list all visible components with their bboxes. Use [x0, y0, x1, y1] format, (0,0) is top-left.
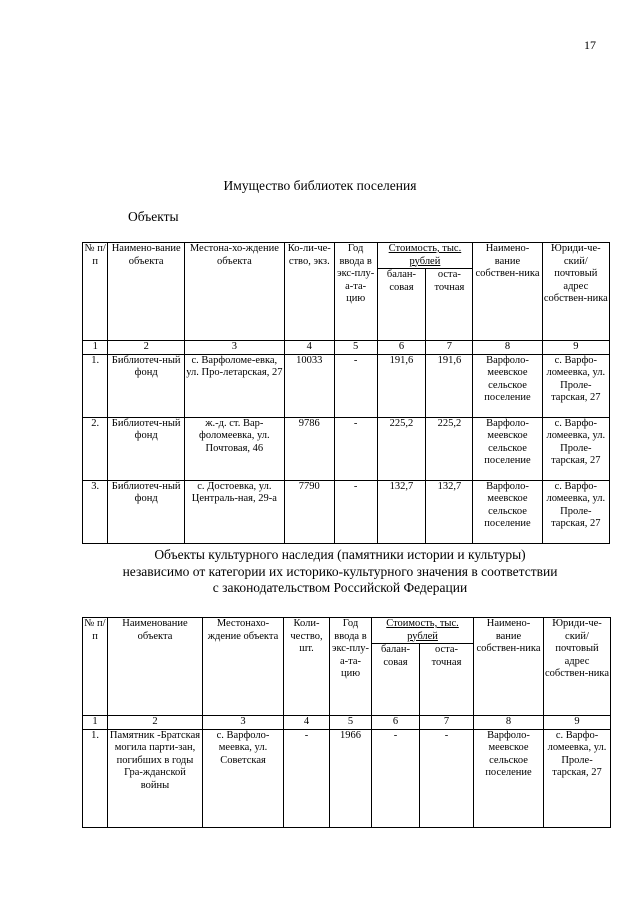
row-address: с. Варфо-ломеевка, ул. Проле-тарская, 27 [544, 729, 611, 827]
header-cost-label: Стоимость, тыс. рублей [386, 618, 459, 642]
row-cost-book: - [372, 729, 420, 827]
row-num: 2. [83, 417, 108, 480]
row-cost-residual: - [420, 729, 474, 827]
row-owner: Варфоло-меевское сельское поселение [473, 480, 542, 543]
row-year: - [334, 480, 377, 543]
heritage-objects-table [82, 617, 611, 828]
index-cell: 6 [372, 716, 420, 730]
row-quantity: 10033 [284, 354, 334, 417]
row-year: - [334, 354, 377, 417]
index-cell: 7 [426, 341, 473, 355]
row-cost-book: 132,7 [377, 480, 426, 543]
table-row [83, 354, 610, 417]
index-cell: 1 [83, 341, 108, 355]
index-cell: 3 [184, 341, 284, 355]
row-cost-book: 191,6 [377, 354, 426, 417]
header-cost-residual: оста-точная [420, 644, 474, 716]
index-row [83, 716, 611, 730]
row-year: 1966 [330, 729, 372, 827]
header-row [83, 618, 611, 644]
header-year: Год ввода в экс-плу-а-та-цию [334, 243, 377, 341]
header-location: Местона-хо-ждение объекта [184, 243, 284, 341]
index-cell: 9 [542, 341, 609, 355]
table-row [83, 480, 610, 543]
row-quantity: 9786 [284, 417, 334, 480]
index-cell: 4 [284, 341, 334, 355]
header-quantity: Ко-ли-че-ство, экз. [284, 243, 334, 341]
header-name: Наименование объекта [108, 618, 203, 716]
header-row [83, 243, 610, 269]
index-cell: 2 [108, 716, 203, 730]
table-row [83, 729, 611, 827]
row-owner: Варфоло-меевское сельское поселение [473, 417, 542, 480]
heritage-heading-line: с законодательством Российской Федерации [212, 580, 468, 595]
index-cell: 5 [334, 341, 377, 355]
row-num: 3. [83, 480, 108, 543]
index-cell: 5 [330, 716, 372, 730]
row-quantity: - [284, 729, 330, 827]
header-name: Наимено-вание объекта [108, 243, 184, 341]
header-quantity: Коли-чество, шт. [284, 618, 330, 716]
row-location: ж.-д. ст. Вар-фоломеевка, ул. Почтовая, 46 [184, 417, 284, 480]
header-location: Местонахо-ждение объекта [203, 618, 284, 716]
header-num: № п/п [83, 243, 108, 341]
index-cell: 9 [544, 716, 611, 730]
header-owner-address: Юриди-че-ский/ почтовый адрес собствен-ника [542, 243, 609, 341]
table-row [83, 417, 610, 480]
index-cell: 1 [83, 716, 108, 730]
row-address: с. Варфо-ломеевка, ул. Проле-тарская, 27 [542, 480, 609, 543]
row-num: 1. [83, 729, 108, 827]
row-cost-book: 225,2 [377, 417, 426, 480]
row-location: с. Достоевка, ул. Централь-ная, 29-а [184, 480, 284, 543]
row-num: 1. [83, 354, 108, 417]
row-location: с. Варфоломе-евка, ул. Про-летарская, 27 [184, 354, 284, 417]
row-name: Библиотеч-ный фонд [108, 480, 184, 543]
header-cost [377, 243, 473, 269]
row-name: Библиотеч-ный фонд [108, 354, 184, 417]
header-cost-book: балан-совая [372, 644, 420, 716]
row-cost-residual: 191,6 [426, 354, 473, 417]
header-cost-label: Стоимость, тыс. рублей [388, 243, 462, 267]
row-address: с. Варфо-ломеевка, ул. Проле-тарская, 27 [542, 354, 609, 417]
index-cell: 4 [284, 716, 330, 730]
heritage-heading-line: независимо от категории их историко-культурного значения в соответствии [122, 563, 558, 579]
index-cell: 2 [108, 341, 184, 355]
header-num: № п/п [83, 618, 108, 716]
index-cell: 8 [473, 341, 542, 355]
row-quantity: 7790 [284, 480, 334, 543]
header-year: Год ввода в экс-плу-а-та-цию [330, 618, 372, 716]
row-address: с. Варфо-ломеевка, ул. Проле-тарская, 27 [542, 417, 609, 480]
row-owner: Варфоло-меевское сельское поселение [473, 354, 542, 417]
header-owner-address: Юриди-че-ский/ почтовый адрес собствен-ника [544, 618, 611, 716]
header-cost-residual: оста-точная [426, 269, 473, 341]
library-assets-table [82, 242, 610, 544]
index-cell: 3 [203, 716, 284, 730]
row-year: - [334, 417, 377, 480]
heritage-heading [40, 547, 640, 597]
index-cell: 8 [474, 716, 544, 730]
index-cell: 6 [377, 341, 426, 355]
page-number: 17 [584, 38, 596, 52]
row-location: с. Варфоло-меевка, ул. Советская [203, 729, 284, 827]
row-cost-residual: 225,2 [426, 417, 473, 480]
section-subtitle: Объекты [128, 209, 179, 224]
header-owner-name: Наимено-вание собствен-ника [473, 243, 542, 341]
row-cost-residual: 132,7 [426, 480, 473, 543]
row-name: Библиотеч-ный фонд [108, 417, 184, 480]
header-cost-book: балан-совая [377, 269, 426, 341]
index-row [83, 341, 610, 355]
header-cost [372, 618, 474, 644]
header-owner-name: Наимено-вание собствен-ника [474, 618, 544, 716]
heritage-heading-line: Объекты культурного наследия (памятники истории и культуры) [154, 547, 526, 562]
section-title: Имущество библиотек поселения [223, 178, 417, 193]
row-name: Памятник -Братская могила парти-зан, погибших в годы Гра-жданской войны [108, 729, 203, 827]
index-cell: 7 [420, 716, 474, 730]
row-owner: Варфоло-меевское сельское поселение [474, 729, 544, 827]
